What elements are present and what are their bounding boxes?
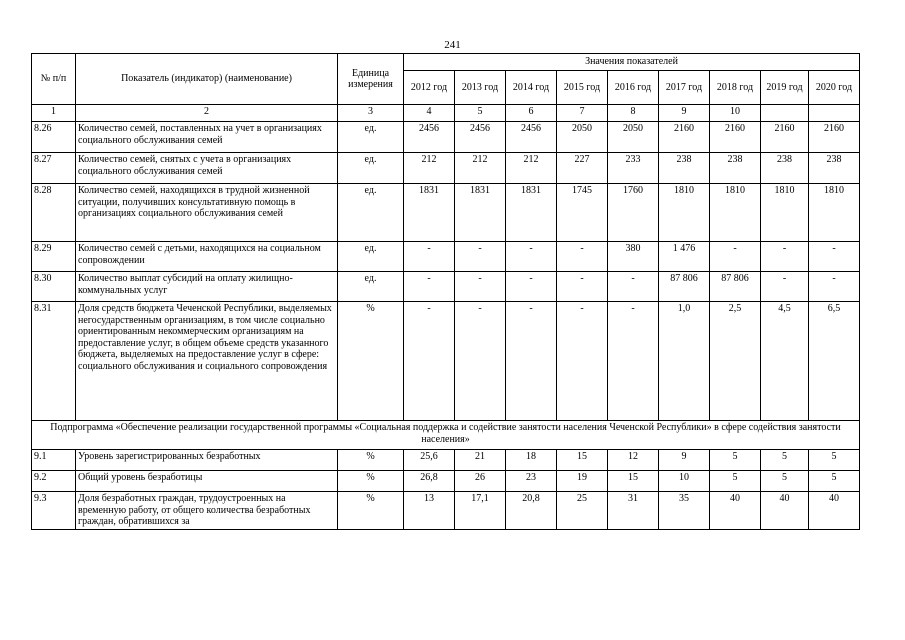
subprogram-row [32,421,860,450]
unit-cell: ед. [338,153,404,184]
value-cell: 1745 [557,184,608,242]
table-row [32,153,860,184]
column-number: 4 [404,105,455,122]
header-year: 2013 год [455,71,506,105]
value-cell: 87 806 [659,272,710,302]
indicator-name: Количество семей, находящихся в трудной жизненной ситуации, получивших консультативную помощь в организациях социального обслуживания семей [76,184,338,242]
value-cell: 2160 [710,122,761,153]
value-cell: 13 [404,492,455,530]
table-row [32,492,860,530]
header-year: 2015 год [557,71,608,105]
indicator-name: Доля средств бюджета Чеченской Республики, выделяемых негосударственным организациям, в том числе социально ориентированным некоммерческим организациям на предоставление услуг, в общем объеме средств указанного бюджета, выделяемых на предоставление услуг в сфере: социального обслуживания и социального сопровождения [76,302,338,421]
value-cell: 9 [659,450,710,471]
value-cell: 1810 [710,184,761,242]
value-cell: 212 [404,153,455,184]
header-year: 2012 год [404,71,455,105]
indicator-name: Количество семей, снятых с учета в организациях социального обслуживания семей [76,153,338,184]
indicator-name: Количество семей с детьми, находящихся на социальном сопровождении [76,242,338,272]
unit-cell: % [338,492,404,530]
value-cell: 2160 [809,122,860,153]
column-number: 3 [338,105,404,122]
value-cell: - [710,242,761,272]
row-number: 9.3 [32,492,76,530]
unit-cell: ед. [338,242,404,272]
column-number [809,105,860,122]
value-cell: 26 [455,471,506,492]
row-number: 8.29 [32,242,76,272]
value-cell: 5 [761,450,809,471]
value-cell: 15 [557,450,608,471]
table-row [32,184,860,242]
value-cell: 5 [761,471,809,492]
value-cell: 10 [659,471,710,492]
value-cell: - [761,272,809,302]
indicator-name: Количество семей, поставленных на учет в организациях социального обслуживания семей [76,122,338,153]
indicator-name: Доля безработных граждан, трудоустроенных на временную работу, от общего количества безработных граждан, обратившихся за [76,492,338,530]
value-cell: - [506,272,557,302]
value-cell: 212 [506,153,557,184]
value-cell: 1810 [809,184,860,242]
value-cell: 87 806 [710,272,761,302]
row-number: 8.31 [32,302,76,421]
table-row [32,272,860,302]
table-body [32,105,860,530]
row-number: 9.1 [32,450,76,471]
value-cell: 2160 [659,122,710,153]
value-cell: - [557,242,608,272]
value-cell: 31 [608,492,659,530]
value-cell: 2,5 [710,302,761,421]
value-cell: - [455,242,506,272]
header-year: 2019 год [761,71,809,105]
value-cell: - [608,272,659,302]
value-cell: 5 [710,471,761,492]
table-row [32,242,860,272]
unit-cell: ед. [338,122,404,153]
value-cell: - [455,302,506,421]
value-cell: - [608,302,659,421]
value-cell: 4,5 [761,302,809,421]
value-cell: 18 [506,450,557,471]
value-cell: 2456 [404,122,455,153]
value-cell: 238 [809,153,860,184]
value-cell: 40 [761,492,809,530]
header-year: 2014 год [506,71,557,105]
value-cell: 1831 [506,184,557,242]
value-cell: 40 [809,492,860,530]
value-cell: 2050 [557,122,608,153]
column-number: 1 [32,105,76,122]
header-year: 2016 год [608,71,659,105]
table-row [32,302,860,421]
value-cell: - [404,302,455,421]
value-cell: 1810 [761,184,809,242]
column-number: 9 [659,105,710,122]
value-cell: 5 [710,450,761,471]
value-cell: 35 [659,492,710,530]
value-cell: 238 [761,153,809,184]
value-cell: 1831 [455,184,506,242]
header-indicator: Показатель (индикатор) (наименование) [76,54,338,105]
value-cell: 1,0 [659,302,710,421]
value-cell: 25,6 [404,450,455,471]
column-number: 2 [76,105,338,122]
subprogram-title: Подпрограмма «Обеспечение реализации государственной программы «Социальная поддержка и содействие занятости населения Чеченской Республики» в сфере содействия занятости населения» [32,421,860,450]
value-cell: 21 [455,450,506,471]
unit-cell: ед. [338,272,404,302]
table-row [32,471,860,492]
value-cell: 1831 [404,184,455,242]
header-year: 2020 год [809,71,860,105]
column-number: 5 [455,105,506,122]
page-number: 241 [444,39,461,51]
header-no: № п/п [32,54,76,105]
indicator-name: Количество выплат субсидий на оплату жилищно-коммунальных услуг [76,272,338,302]
value-cell: - [404,242,455,272]
column-number: 8 [608,105,659,122]
value-cell: - [809,272,860,302]
column-number [761,105,809,122]
value-cell: 1810 [659,184,710,242]
row-number: 8.28 [32,184,76,242]
value-cell: - [404,272,455,302]
value-cell: 1760 [608,184,659,242]
value-cell: - [506,302,557,421]
value-cell: 212 [455,153,506,184]
row-number: 9.2 [32,471,76,492]
value-cell: 12 [608,450,659,471]
value-cell: 5 [809,471,860,492]
value-cell: 26,8 [404,471,455,492]
value-cell: 2456 [455,122,506,153]
value-cell: 6,5 [809,302,860,421]
unit-cell: % [338,450,404,471]
value-cell: 2456 [506,122,557,153]
unit-cell: % [338,302,404,421]
header-values: Значения показателей [404,54,860,71]
value-cell: 233 [608,153,659,184]
table-row [32,450,860,471]
row-number: 8.27 [32,153,76,184]
value-cell: 238 [659,153,710,184]
value-cell: 25 [557,492,608,530]
value-cell: - [761,242,809,272]
value-cell: 380 [608,242,659,272]
value-cell: 2160 [761,122,809,153]
value-cell: 17,1 [455,492,506,530]
indicator-name: Общий уровень безработицы [76,471,338,492]
value-cell: 40 [710,492,761,530]
column-number-row [32,105,860,122]
value-cell: - [557,302,608,421]
header-year: 2017 год [659,71,710,105]
value-cell: 5 [809,450,860,471]
column-number: 6 [506,105,557,122]
table-row [32,122,860,153]
value-cell: 2050 [608,122,659,153]
unit-cell: ед. [338,184,404,242]
value-cell: 20,8 [506,492,557,530]
value-cell: 238 [710,153,761,184]
value-cell: - [557,272,608,302]
header-year: 2018 год [710,71,761,105]
row-number: 8.30 [32,272,76,302]
value-cell: - [455,272,506,302]
indicators-table [31,53,860,530]
column-number: 10 [710,105,761,122]
value-cell: - [809,242,860,272]
row-number: 8.26 [32,122,76,153]
indicator-name: Уровень зарегистрированных безработных [76,450,338,471]
value-cell: 15 [608,471,659,492]
unit-cell: % [338,471,404,492]
value-cell: 19 [557,471,608,492]
value-cell: 227 [557,153,608,184]
header-unit: Единица измерения [338,54,404,105]
value-cell: 23 [506,471,557,492]
value-cell: - [506,242,557,272]
value-cell: 1 476 [659,242,710,272]
column-number: 7 [557,105,608,122]
